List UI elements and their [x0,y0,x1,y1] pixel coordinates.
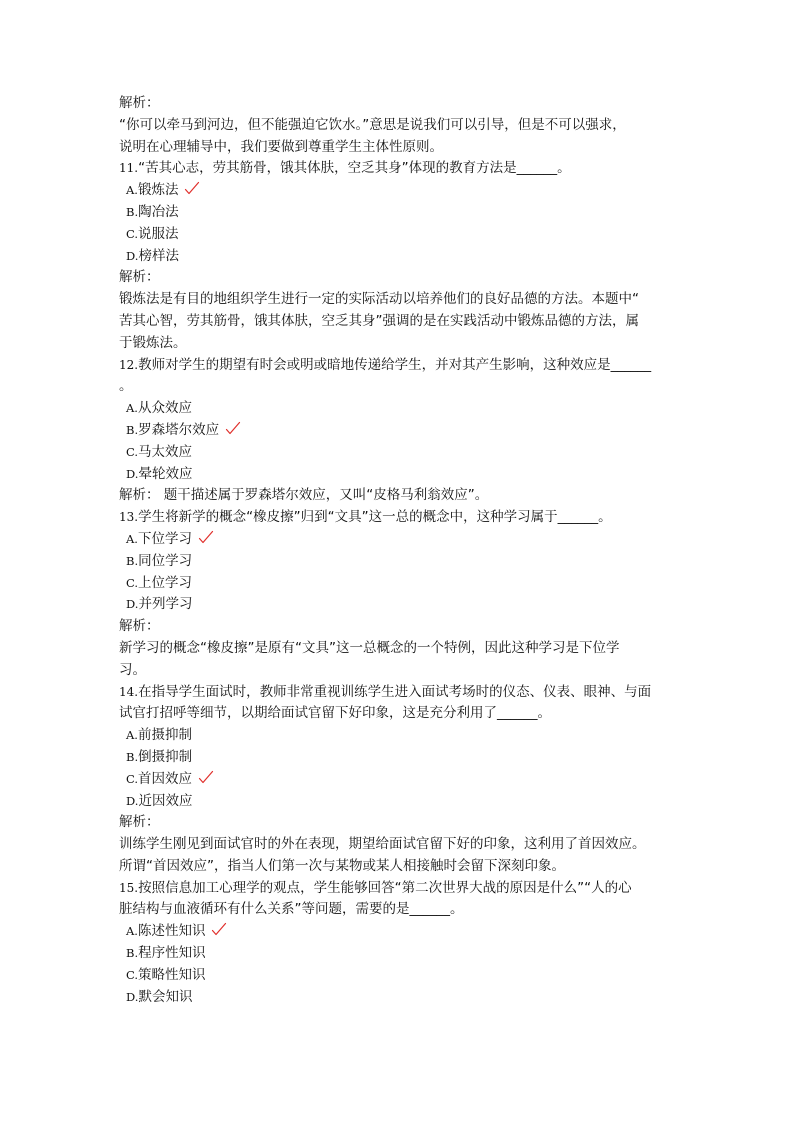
question-block [119,158,679,354]
analysis-text-line: 锻炼法是有目的地组织学生进行一定的实际活动以培养他们的良好品德的方法。本题中“ [119,291,639,308]
option-text: 陈述性知识 [137,923,206,940]
option-text: 陶冶法 [138,203,179,220]
analysis-text-line: 训练学生刚见到面试官时的外在表现，期望给面试官留下好的印象，这利用了首因效应。 [119,836,646,853]
option-text: 上位学习 [138,574,193,591]
option-letter: C. [126,226,139,241]
analysis-text-line: 所谓“首因效应”，指当人们第一次与某物或某人相接触时会留下深刻印象。 [119,857,565,874]
correct-check-icon [184,181,200,195]
question-text: 按照信息加工心理学的观点，学生能够回答“第二次世界大战的原因是什么”“人的心 [138,879,632,896]
option-text: 晕轮效应 [138,465,193,482]
question-stem [119,158,679,180]
answer-option [119,180,679,202]
question-text: 。 [119,378,133,395]
option-text: 锻炼法 [137,182,179,199]
option-letter: C. [126,444,139,459]
option-letter: B. [126,749,139,764]
answer-option [119,464,679,486]
answer-option [119,529,679,551]
correct-check-icon [198,530,214,544]
question-number: 13. [119,510,139,525]
answer-option [119,769,679,791]
option-text: 罗森塔尔效应 [138,421,220,438]
question-text: 教师对学生的期望有时会或明或暗地传递给学生，并对其产生影响，这种效应是______ [138,356,652,373]
option-letter: A. [126,531,138,546]
option-letter: D. [126,597,139,612]
option-text: 并列学习 [138,596,193,613]
option-text: 马太效应 [138,443,193,460]
question-text: 试官打招呼等细节，以期给面试官留下好印象，这是充分利用了______。 [119,705,551,722]
correct-check-icon [225,421,241,435]
option-letter: B. [126,553,139,568]
option-text: 从众效应 [137,400,192,417]
answer-option [119,420,679,442]
option-text: 首因效应 [138,770,193,787]
option-letter: A. [126,924,138,939]
analysis-text-line: 说明在心理辅导中，我们要做到尊重学生主体性原则。 [119,138,443,155]
option-text: 倒摄抑制 [138,748,193,765]
answer-option [119,246,679,268]
question-text: “苦其心志，劳其筋骨，饿其体肤，空乏其身”体现的教育方法是______。 [138,160,571,177]
analysis-text-line: 于锻炼法。 [119,334,187,351]
option-text: 策略性知识 [138,966,206,983]
correct-check-icon [198,770,214,784]
option-text: 同位学习 [138,552,193,569]
question-stem-continued [119,376,679,398]
option-text: 榜样法 [138,247,179,264]
analysis-label-text: 解析： [119,618,160,635]
option-letter: D. [126,793,139,808]
question-number: 11. [119,161,139,176]
analysis-label [119,616,679,638]
option-letter: D. [126,466,139,481]
answer-option [119,747,679,769]
question-stem [119,355,679,377]
question-stem [119,507,679,529]
option-letter: B. [126,422,139,437]
option-letter: C. [126,967,139,982]
answer-option [119,965,679,987]
answer-option [119,725,679,747]
option-letter: D. [126,989,139,1004]
analysis-text-line: “你可以牵马到河边，但不能强迫它饮水。”意思是说我们可以引导，但是不可以强求， [119,116,626,133]
analysis-label [119,267,679,289]
analysis-text-line: 新学习的概念“橡皮擦”是原有“文具”这一总概念的一个特例，因此这种学习是下位学 [119,639,620,656]
option-letter: A. [126,183,138,198]
question-block [119,682,679,878]
option-letter: C. [126,575,139,590]
answer-option [119,224,679,246]
question-number: 15. [119,880,139,895]
option-letter: B. [126,204,139,219]
option-letter: D. [126,248,139,263]
analysis-label-text: 解析： [119,269,160,286]
question-number: 14. [119,684,139,699]
answer-option [119,573,679,595]
analysis-label: 解析： [119,95,160,111]
option-text: 默会知识 [138,988,193,1005]
question-stem-continued [119,899,679,921]
question-number: 12. [119,357,139,372]
answer-option [119,442,679,464]
question-text: 在指导学生面试时，教师非常重视训练学生进入面试考场时的仪态、仪表、眼神、与面 [138,683,652,700]
question-block [119,878,679,1009]
option-letter: C. [126,771,139,786]
analysis-label-text: 解析： [119,487,160,504]
analysis-label [119,812,679,834]
answer-option [119,943,679,965]
analysis-label-text: 解析： [119,814,160,831]
analysis-text-line: 习。 [119,661,146,678]
question-stem [119,878,679,900]
question-stem [119,682,679,704]
option-letter: A. [126,728,138,743]
option-letter: A. [126,401,138,416]
answer-option [119,921,679,943]
answer-option [119,987,679,1009]
answer-option [119,791,679,813]
question-block [119,507,679,681]
question-stem-continued [119,703,679,725]
analysis-text-line: 苦其心智，劳其筋骨，饿其体肤，空乏其身”强调的是在实践活动中锻炼品德的方法，属 [119,312,639,329]
correct-check-icon [211,922,227,936]
option-text: 说服法 [138,225,179,242]
document-page [119,93,679,1008]
question-text: 脏结构与血液循环有什么关系”等问题，需要的是______。 [119,901,464,918]
answer-option [119,398,679,420]
option-text: 前摄抑制 [137,727,192,744]
analysis-inline-text: 题干描述属于罗森塔尔效应，又叫“皮格马利翁效应”。 [159,487,489,504]
question-text: 学生将新学的概念“橡皮擦”归到“文具”这一总的概念中，这种学习属于______。 [138,509,612,526]
option-text: 近因效应 [138,792,193,809]
option-letter: B. [126,946,139,961]
analysis-label [119,485,679,507]
answer-option [119,202,679,224]
answer-option [119,551,679,573]
question-block [119,355,679,508]
option-text: 程序性知识 [138,945,206,962]
answer-option [119,594,679,616]
option-text: 下位学习 [137,530,192,547]
